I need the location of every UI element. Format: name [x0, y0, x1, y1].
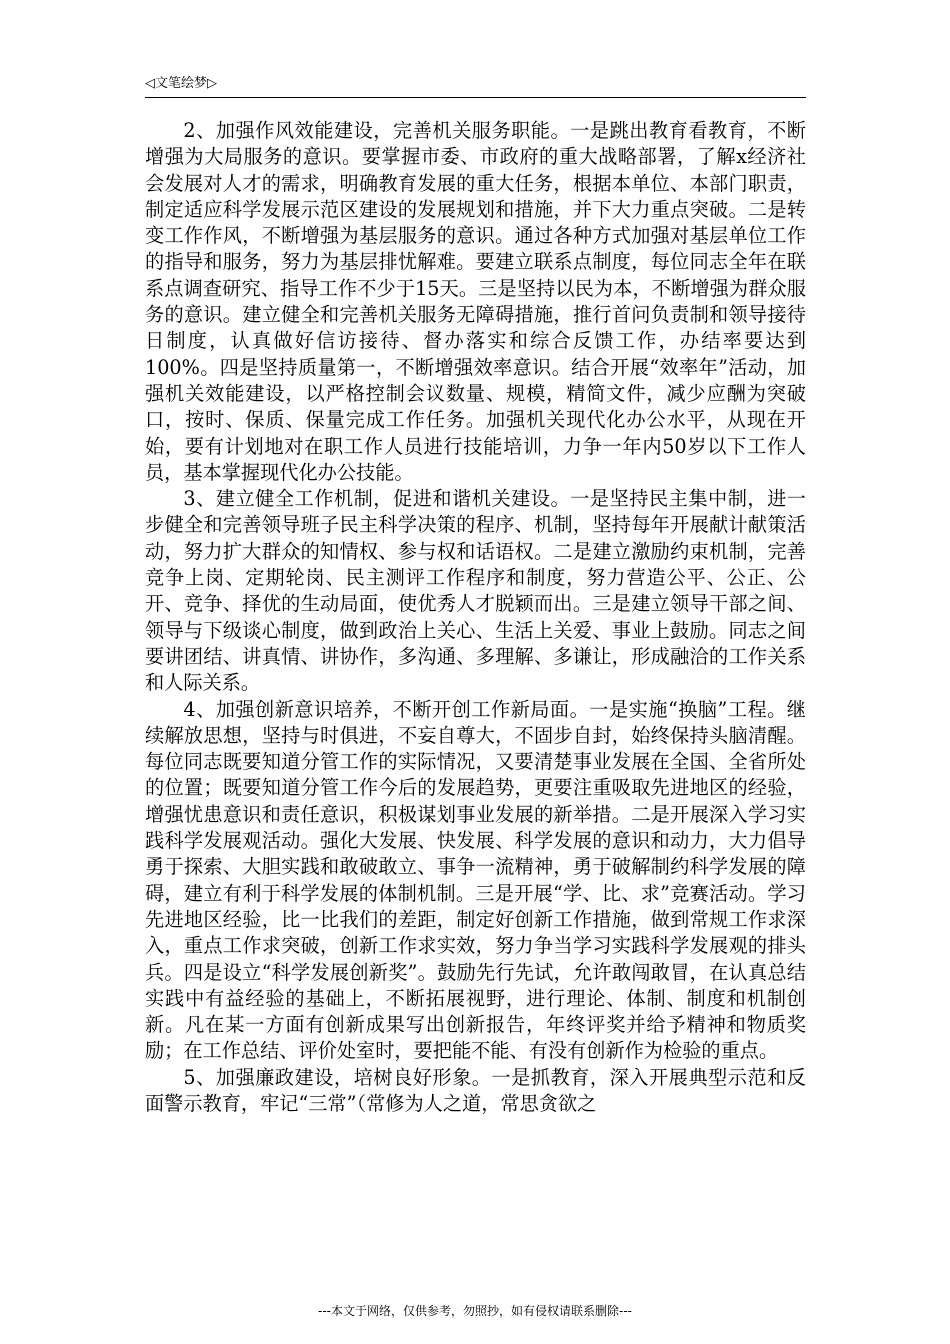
header-divider: [145, 97, 806, 98]
footer-disclaimer: ---本文于网络，仅供参考，勿照抄，如有侵权请联系删除---: [318, 1304, 632, 1318]
paragraph-2: 2、加强作风效能建设，完善机关服务职能。一是跳出教育看教育，不断增强为大局服务的意识。要掌握市委、市政府的重大战略部署，了解x经济社会发展对人才的需求，明确教育发展的重大任务，根据本单位、本部门职责，制定适应科学发展示范区建设的发展规划和措施，并下大力重点突破。二是转变工作作风，不断增强为基层服务的意识。通过各种方式加强对基层单位工作的指导和服务，努力为基层排忧解难。要建立联系点制度，每位同志全年在联系点调查研究、指导工作不少于15天。三是坚持以民为本，不断增强为群众服务的意识。建立健全和完善机关服务无障碍措施，推行首问负责制和领导接待日制度，认真做好信访接待、督办落实和综合反馈工作，办结率要达到100%。四是坚持质量第一，不断增强效率意识。结合开展“效率年”活动，加强机关效能建设，以严格控制会议数量、规模，精简文件，减少应酬为突破口，按时、保质、保量完成工作任务。加强机关现代化办公水平，从现在开始，要有计划地对在职工作人员进行技能培训，力争一年内50岁以下工作人员，基本掌握现代化办公技能。: [145, 119, 806, 484]
header-title: ◁文笔绘梦▷: [145, 76, 217, 91]
paragraph-4: 4、加强创新意识培养，不断开创工作新局面。一是实施“换脑”工程。继续解放思想，坚持与时俱进，不妄自尊大，不固步自封，始终保持头脑清醒。每位同志既要知道分管工作的实际情况，又要清楚事业发展在全国、全省所处的位置；既要知道分管工作今后的发展趋势，更要注重吸取先进地区的经验，增强忧患意识和责任意识，积极谋划事业发展的新举措。二是开展深入学习实践科学发展观活动。强化大发展、快发展、科学发展的意识和动力，大力倡导勇于探索、大胆实践和敢破敢立、事争一流精神，勇于破解制约科学发展的障碍，建立有利于科学发展的体制机制。三是开展“学、比、求”竞赛活动。学习先进地区经验，比一比我们的差距，制定好创新工作措施，做到常规工作求深入，重点工作求突破，创新工作求实效，努力争当学习实践科学发展观的排头兵。四是设立“科学发展创新奖”。鼓励先行先试，允许敢闯敢冒，在认真总结实践中有益经验的基础上，不断拓展视野，进行理论、体制、制度和机制创新。凡在某一方面有创新成果写出创新报告，年终评奖并给予精神和物质奖励；在工作总结、评价处室时，要把能不能、有没有创新作为检验的重点。: [145, 697, 806, 1063]
paragraph-5: 5、加强廉政建设，培树良好形象。一是抓教育，深入开展典型示范和反面警示教育，牢记“三常”（常修为人之道，常思贪欲之: [145, 1065, 806, 1115]
document-body: [145, 118, 806, 1117]
paragraph-3: 3、建立健全工作机制，促进和谐机关建设。一是坚持民主集中制，进一步健全和完善领导班子民主科学决策的程序、机制，坚持每年开展献计献策活动，努力扩大群众的知情权、参与权和话语权。二是建立激励约束机制，完善竞争上岗、定期轮岗、民主测评工作程序和制度，努力营造公平、公正、公开、竞争、择优的生动局面，使优秀人才脱颖而出。三是建立领导干部之间、领导与下级谈心制度，做到政治上关心、生活上关爱、事业上鼓励。同志之间要讲团结、讲真情、讲协作，多沟通、多理解、多谦让，形成融洽的工作关系和人际关系。: [145, 487, 806, 695]
